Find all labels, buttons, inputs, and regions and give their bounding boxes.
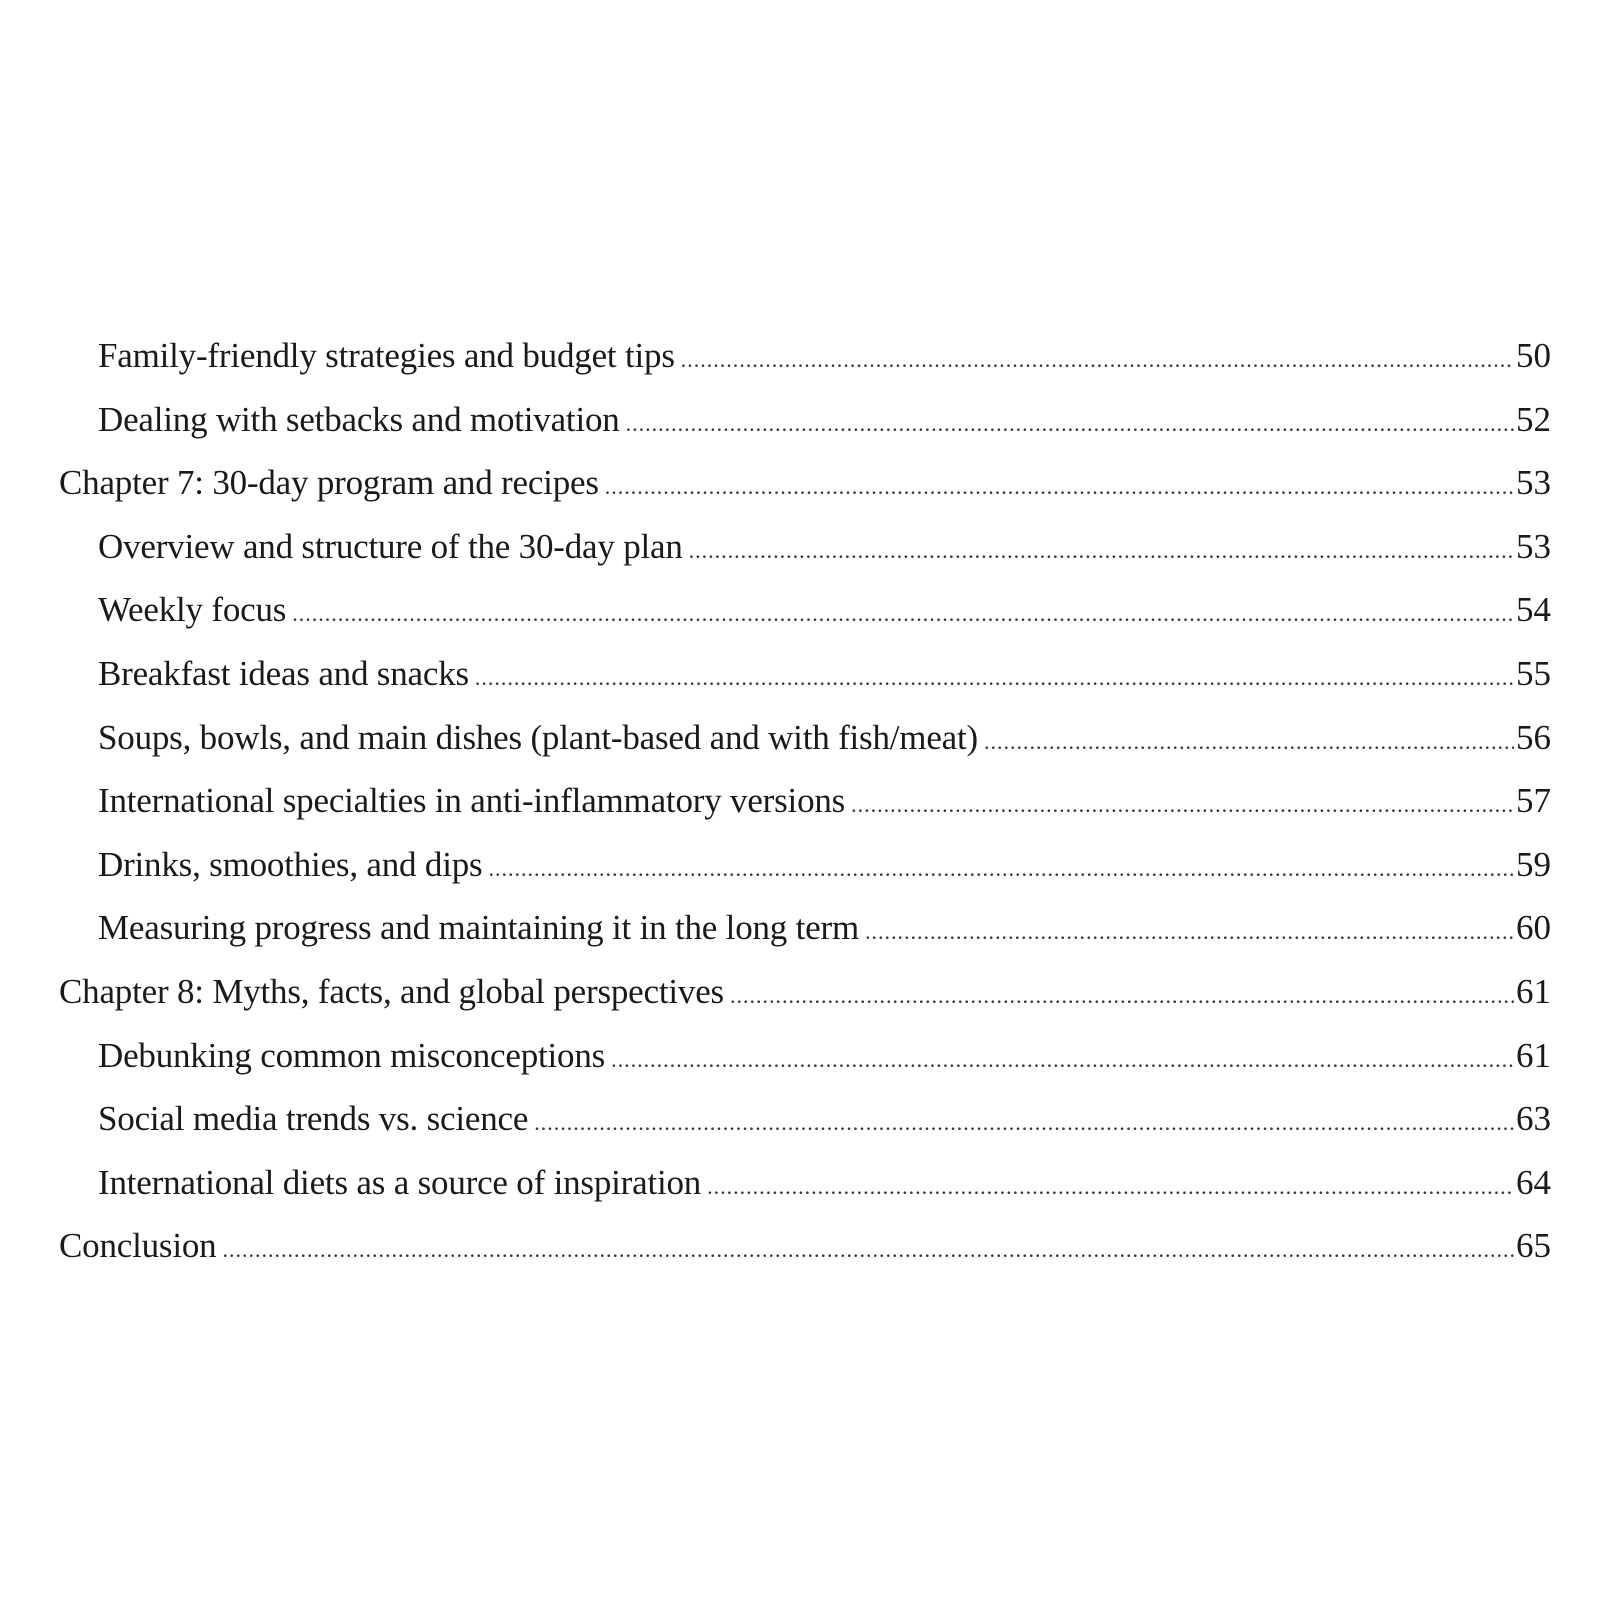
toc-entry[interactable] [59,336,1551,400]
toc-entry[interactable] [59,1036,1551,1100]
table-of-contents [59,336,1551,1290]
toc-entry-title: Family-friendly strategies and budget tips [98,336,675,375]
toc-entry-title: Overview and structure of the 30-day plan [98,526,683,566]
toc-entry[interactable] [59,1163,1551,1227]
toc-entry-page: 61 [1516,1035,1551,1075]
toc-entry-page: 53 [1516,463,1551,503]
toc-entry-page: 65 [1516,1226,1551,1266]
toc-entry-page: 61 [1516,971,1551,1011]
toc-entry-page: 60 [1516,908,1551,948]
dot-leader [730,976,1514,1016]
toc-entry[interactable] [59,654,1551,718]
toc-chapter-entry[interactable] [59,463,1551,527]
toc-entry-title: Drinks, smoothies, and dips [98,844,483,884]
toc-entry[interactable] [59,590,1551,654]
dot-leader [626,404,1514,444]
dot-leader [292,594,1514,634]
toc-entry-page: 55 [1516,653,1551,693]
toc-entry-title: Breakfast ideas and snacks [98,653,469,693]
toc-entry-page: 57 [1516,781,1551,821]
dot-leader [475,658,1514,698]
toc-entry-page: 50 [1516,336,1551,375]
toc-entry-title: Debunking common misconceptions [98,1035,606,1075]
toc-entry[interactable] [59,908,1551,972]
toc-entry-title: Chapter 7: 30-day program and recipes [59,463,599,503]
toc-entry-page: 54 [1516,590,1551,630]
toc-entry-page: 53 [1516,526,1551,566]
dot-leader [689,531,1514,571]
toc-entry-title: Chapter 8: Myths, facts, and global perspectives [59,971,724,1011]
dot-leader [851,785,1514,825]
toc-entry[interactable] [59,781,1551,845]
toc-entry-title: Measuring progress and maintaining it in the long term [98,908,859,948]
toc-entry[interactable] [59,527,1551,591]
toc-entry-title: Soups, bowls, and main dishes (plant-based and with fish/meat) [98,717,978,757]
dot-leader [488,849,1514,889]
toc-entry-title: Dealing with setbacks and motivation [98,399,620,439]
dot-leader [707,1167,1514,1207]
toc-entry[interactable] [59,1099,1551,1163]
toc-chapter-entry[interactable] [59,1226,1551,1290]
toc-entry-title: Conclusion [59,1226,217,1266]
toc-entry-page: 63 [1516,1099,1551,1139]
dot-leader [681,340,1514,380]
toc-chapter-entry[interactable] [59,972,1551,1036]
dot-leader [222,1230,1514,1270]
dot-leader [984,722,1514,762]
toc-entry-page: 59 [1516,844,1551,884]
toc-entry[interactable] [59,718,1551,782]
toc-entry-title: Weekly focus [98,590,287,630]
toc-entry-page: 64 [1516,1162,1551,1202]
toc-entry-page: 52 [1516,399,1551,439]
toc-entry-title: International diets as a source of inspiration [98,1162,702,1202]
dot-leader [534,1103,1514,1143]
dot-leader [865,912,1514,952]
dot-leader [605,467,1514,507]
toc-entry-title: International specialties in anti-inflammatory versions [98,781,846,821]
toc-entry-page: 56 [1516,717,1551,757]
toc-entry[interactable] [59,400,1551,464]
toc-entry[interactable] [59,845,1551,909]
toc-entry-title: Social media trends vs. science [98,1099,529,1139]
dot-leader [611,1040,1514,1080]
